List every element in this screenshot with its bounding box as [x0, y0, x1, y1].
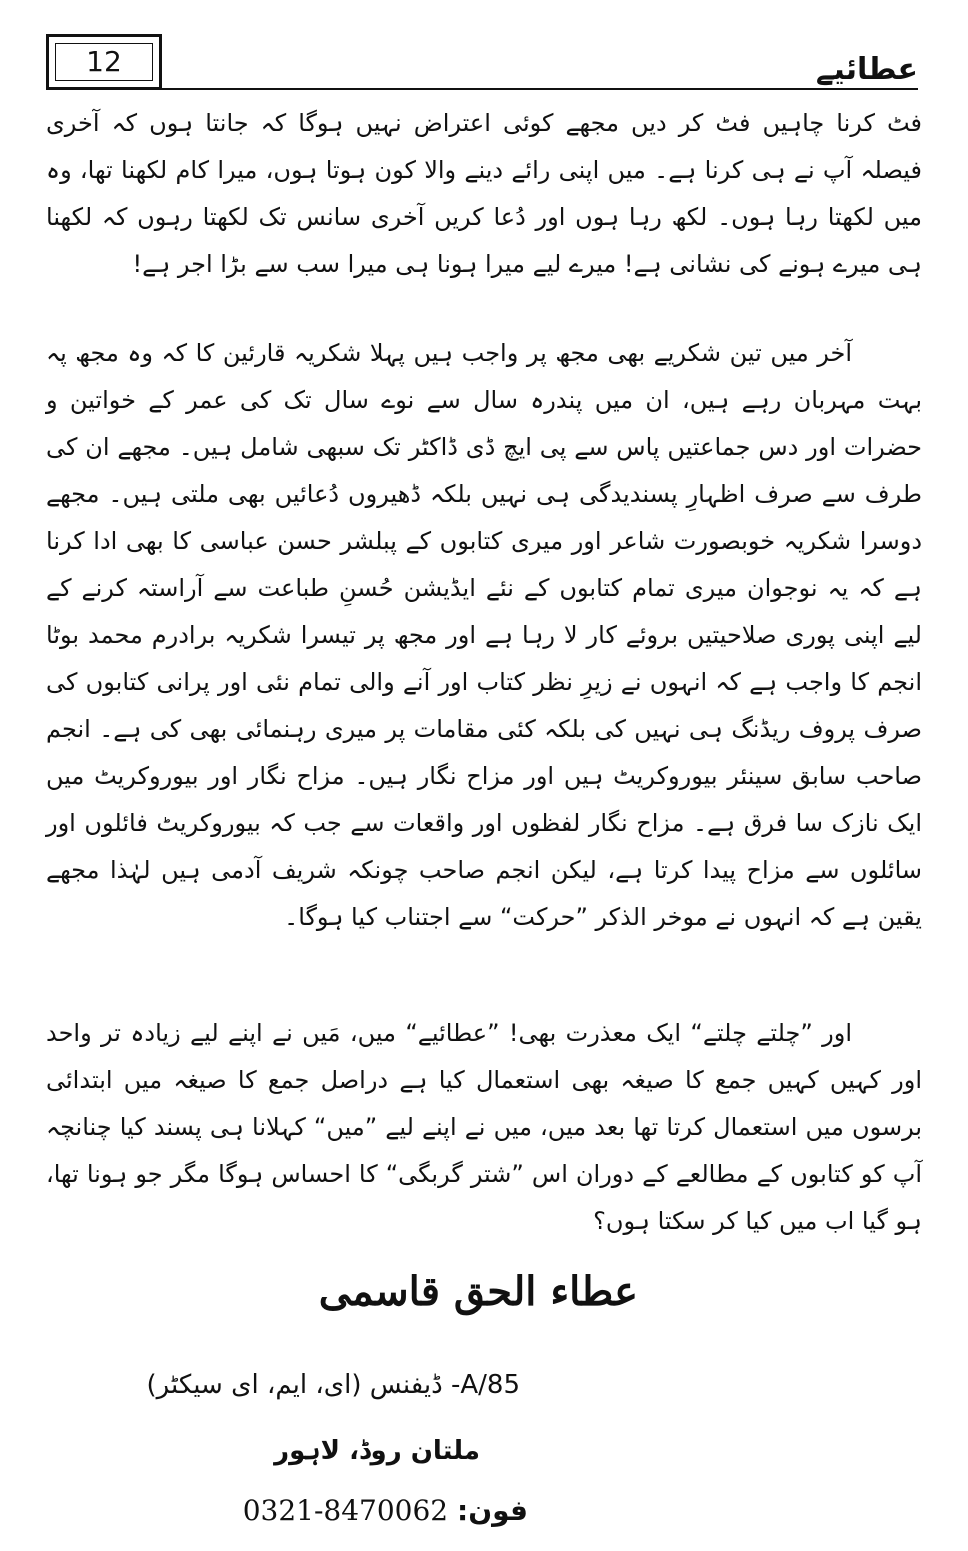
paragraph-2: آخر میں تین شکریے بھی مجھ پر واجب ہیں پہلا شکریہ قارئین کا کہ وہ مجھ پہ بہت مہربان رہے ہیں، ان میں پندرہ سال سے نوے سال تک کی عمر کے خواتین و حضرات اور دس جماعتیں پاس سے پی ایچ ڈی ڈاکٹر تک سبھی شامل ہیں۔ مجھے ان کی طرف سے صرف اظہارِ پسندیدگی ہی نہیں بلکہ ڈھیروں دُعائیں بھی ملتی ہیں۔ مجھے دوسرا شکریہ خوبصورت شاعر اور میری کتابوں کے پبلشر حسن عباسی کا بھی ادا کرنا ہے کہ یہ نوجوان میری تمام کتابوں کے نئے ایڈیشن حُسنِ طباعت سے آراستہ کرنے کے لیے اپنی پوری صلاحیتیں بروئے کار لا رہا ہے اور مجھ پر تیسرا شکریہ برادرم محمد بوٹا انجم کا واجب ہے کہ انہوں نے زیرِ نظر کتاب اور آنے والی تمام نئی اور پرانی کتابوں کی صرف پروف ریڈنگ ہی نہیں کی بلکہ کئی مقامات پر میری رہنمائی بھی کی ہے۔ انجم صاحب سابق سینئر بیوروکریٹ ہیں اور مزاح نگار ہیں۔ مزاح نگار اور بیوروکریٹ میں ایک نازک سا فرق ہے۔ مزاح نگار لفظوں اور واقعات سے جب کہ بیوروکریٹ فائلوں اور سائلوں سے مزاح پیدا کرتا ہے، لیکن انجم صاحب چونکہ شریف آدمی ہیں لہٰذا مجھے یقین ہے کہ انہوں نے موخر الذکر ”حرکت“ سے اجتناب کیا ہوگا۔ [46, 339, 922, 931]
page-number: 12 [86, 45, 122, 78]
author-signature: عطاء الحق قاسمی [318, 1268, 638, 1315]
phone-line [243, 1494, 528, 1527]
paragraph-1: فٹ کرنا چاہیں فٹ کر دیں مجھے کوئی اعتراض نہیں ہوگا کہ جانتا ہوں کہ آخری فیصلہ آپ نے ہی کرنا ہے۔ میں اپنی رائے دینے والا کون ہوتا ہوں، میرا کام لکھنا تھا، وہ میں لکھتا رہا ہوں۔ لکھ رہا ہوں اور دُعا کریں آخری سانس تک لکھتا رہوں کہ لکھنا ہی میرے ہونے کی نشانی ہے! میرے لیے میرا ہونا ہی میرا سب سے بڑا اجر ہے! [46, 109, 922, 278]
phone-label: فون: [457, 1494, 528, 1527]
address-line-2: ملتان روڈ، لاہور [274, 1436, 480, 1466]
running-title: عطائیے [815, 52, 918, 87]
header-rule [162, 88, 918, 90]
address-line-1: 85/A- ڈیفنس (ای، ایم، ای سیکٹر) [146, 1370, 520, 1400]
page-number-box [46, 34, 162, 90]
paragraph-3: اور ”چلتے چلتے“ ایک معذرت بھی! ”عطائیے“ میں، مَیں نے اپنے لیے زیادہ تر واحد اور کہیں کہیں جمع کا صیغہ بھی استعمال کیا ہے دراصل جمع کا صیغہ میں ابتدائی برسوں میں استعمال کرتا تھا بعد میں، میں نے اپنے لیے ”میں“ کہلانا ہی پسند کیا چنانچہ آپ کو کتابوں کے مطالعے کے دوران اس ”شتر گربگی“ کا احساس ہوگا مگر جو ہونا تھا، ہو گیا اب میں کیا کر سکتا ہوں؟ [46, 1019, 922, 1235]
phone-number: 0321-8470062 [242, 1494, 449, 1527]
